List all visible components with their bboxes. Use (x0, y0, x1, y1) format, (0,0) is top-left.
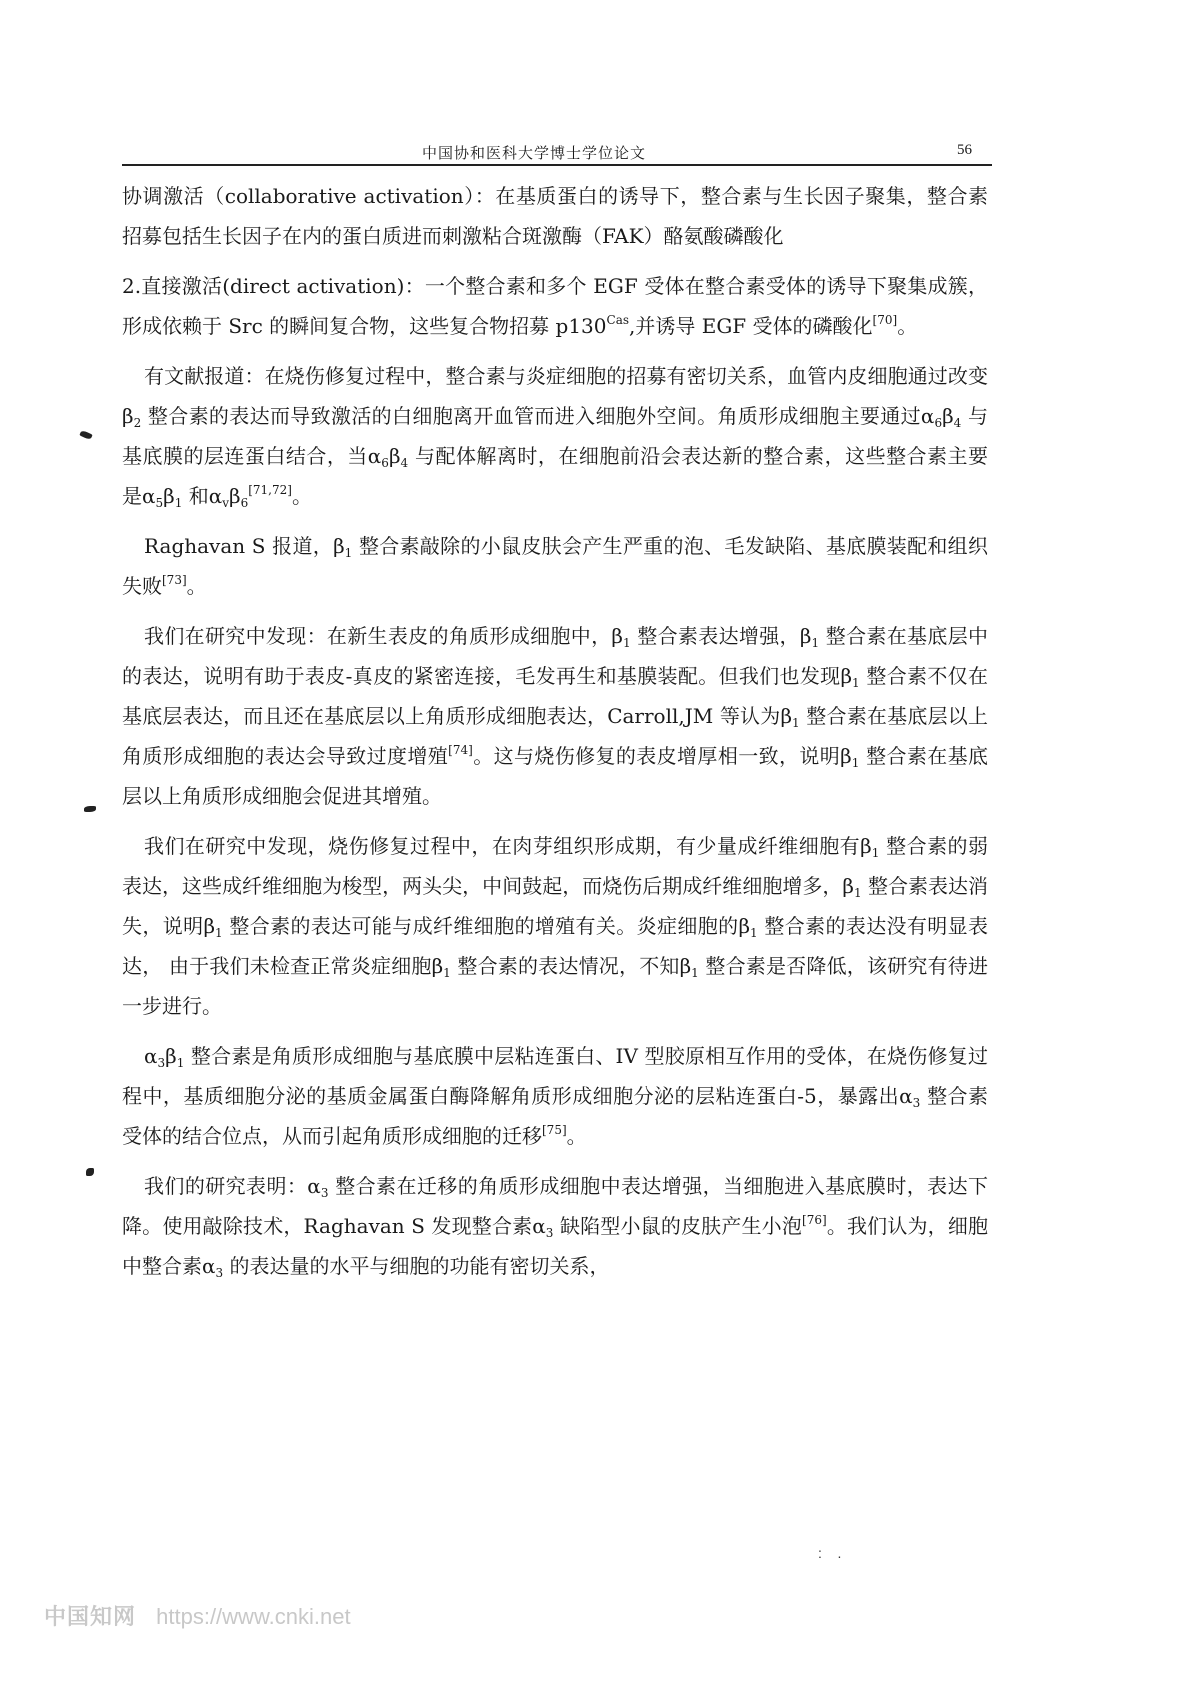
cnki-watermark (44, 1600, 351, 1631)
scan-speck (79, 430, 92, 441)
paragraph-alpha3-findings: 我们的研究表明：$\alpha_3$ 整合素在迁移的角质形成细胞中表达增强，当细胞进入基底膜时，表达下降。使用敲除技术，Raghavan S 发现整合素$\alpha_3$ 缺陷型小鼠的皮肤产生小泡[76]。我们认为，细胞中整合素$\alpha_3$ 的表达量的水平与细胞的功能有密切关系， (122, 1174, 989, 1280)
paragraph-alpha3beta1: $\alpha_3\beta_1$ 整合素是角质形成细胞与基底膜中层粘连蛋白、IV 型胶原相互作用的受体，在烧伤修复过程中，基质细胞分泌的基质金属蛋白酶降解角质形成细胞分泌的层粘连蛋白-5，暴露出$\alpha_3$ 整合素受体的结合位点，从而引起角质形成细胞的迁移[75]。 (122, 1044, 988, 1148)
citation-ref: [76] (802, 1213, 827, 1227)
paragraph-literature-report: 有文献报道：在烧伤修复过程中，整合素与炎症细胞的招募有密切关系，血管内皮细胞通过改变$\beta_2$ 整合素的表达而导致激活的白细胞离开血管而进入细胞外空间。角质形成细胞主要通过$\alpha_6\beta_4$ 与基底膜的层连蛋白结合，当$\alpha_6\beta_4$ 与配体解离时，在细胞前沿会表达新的整合素，这些整合素主要是$\alpha_5\beta_1$ 和$\alpha_v\beta_6[71,72]$。 (122, 364, 988, 510)
watermark-logo: 中国知网 (44, 1604, 137, 1629)
watermark-url: https://www.cnki.net (156, 1604, 351, 1629)
paragraph-collaborative-activation: 协调激活（collaborative activation）：在基质蛋白的诱导下，整合素与生长因子聚集，整合素招募包括生长因子在内的蛋白质进而刺激粘合斑激酶（FAK）酪氨酸磷酸化 (122, 184, 988, 248)
citation-ref: [70] (872, 313, 898, 327)
citation-ref: [75] (542, 1123, 567, 1137)
paragraph-findings-beta1: 我们在研究中发现：在新生表皮的角质形成细胞中，$\beta_1$ 整合素表达增强，$\beta_1$ 整合素在基底层中的表达，说明有助于表皮-真皮的紧密连接，毛发再生和基膜装配。但我们也发现$\beta_1$ 整合素不仅在基底层表达，而且还在基底层以上角质形成细胞表达，Carroll,JM 等认为$\beta_1$ 整合素在基底层以上角质形成细胞的表达会导致过度增殖[74]。这与烧伤修复的表皮增厚相一致，说明$\beta_1$ 整合素在基底层以上角质形成细胞会促进其增殖。 (122, 624, 989, 808)
document-body (122, 176, 988, 1286)
scan-speck (84, 806, 96, 812)
citation-ref: [73] (162, 573, 187, 587)
page-header (122, 142, 992, 166)
scan-specks: : . (818, 1545, 842, 1561)
paragraph-raghavan-beta1: Raghavan S 报道，$\beta_1$ 整合素敲除的小鼠皮肤会产生严重的泡、毛发缺陷、基底膜装配和组织失败[73]。 (122, 534, 988, 598)
scan-speck (86, 1168, 94, 1176)
paragraph-fibroblast-findings: 我们在研究中发现，烧伤修复过程中，在肉芽组织形成期，有少量成纤维细胞有$\beta_1$ 整合素的弱表达，这些成纤维细胞为梭型，两头尖，中间鼓起，而烧伤后期成纤维细胞增多，$\beta_1$ 整合素表达消失，说明$\beta_1$ 整合素的表达可能与成纤维细胞的增殖有关。炎症细胞的$\beta_1$ 整合素的表达没有明显表达， 由于我们未检查正常炎症细胞$\beta_1$ 整合素的表达情况，不知$\beta_1$ 整合素是否降低，该研究有待进一步进行。 (122, 834, 989, 1018)
header-title: 中国协和医科大学博士学位论文 (422, 144, 647, 162)
paragraph-direct-activation: 2.直接激活(direct activation)：一个整合素和多个 EGF 受体在整合素受体的诱导下聚集成簇，形成依赖于 Src 的瞬间复合物，这些复合物招募 $p130^{Cas}$,并诱导 EGF 受体的磷酸化[70]。 (122, 274, 988, 338)
citation-ref: [71,72] (248, 483, 292, 497)
page-number: 56 (957, 142, 972, 158)
citation-ref: [74] (448, 743, 473, 757)
